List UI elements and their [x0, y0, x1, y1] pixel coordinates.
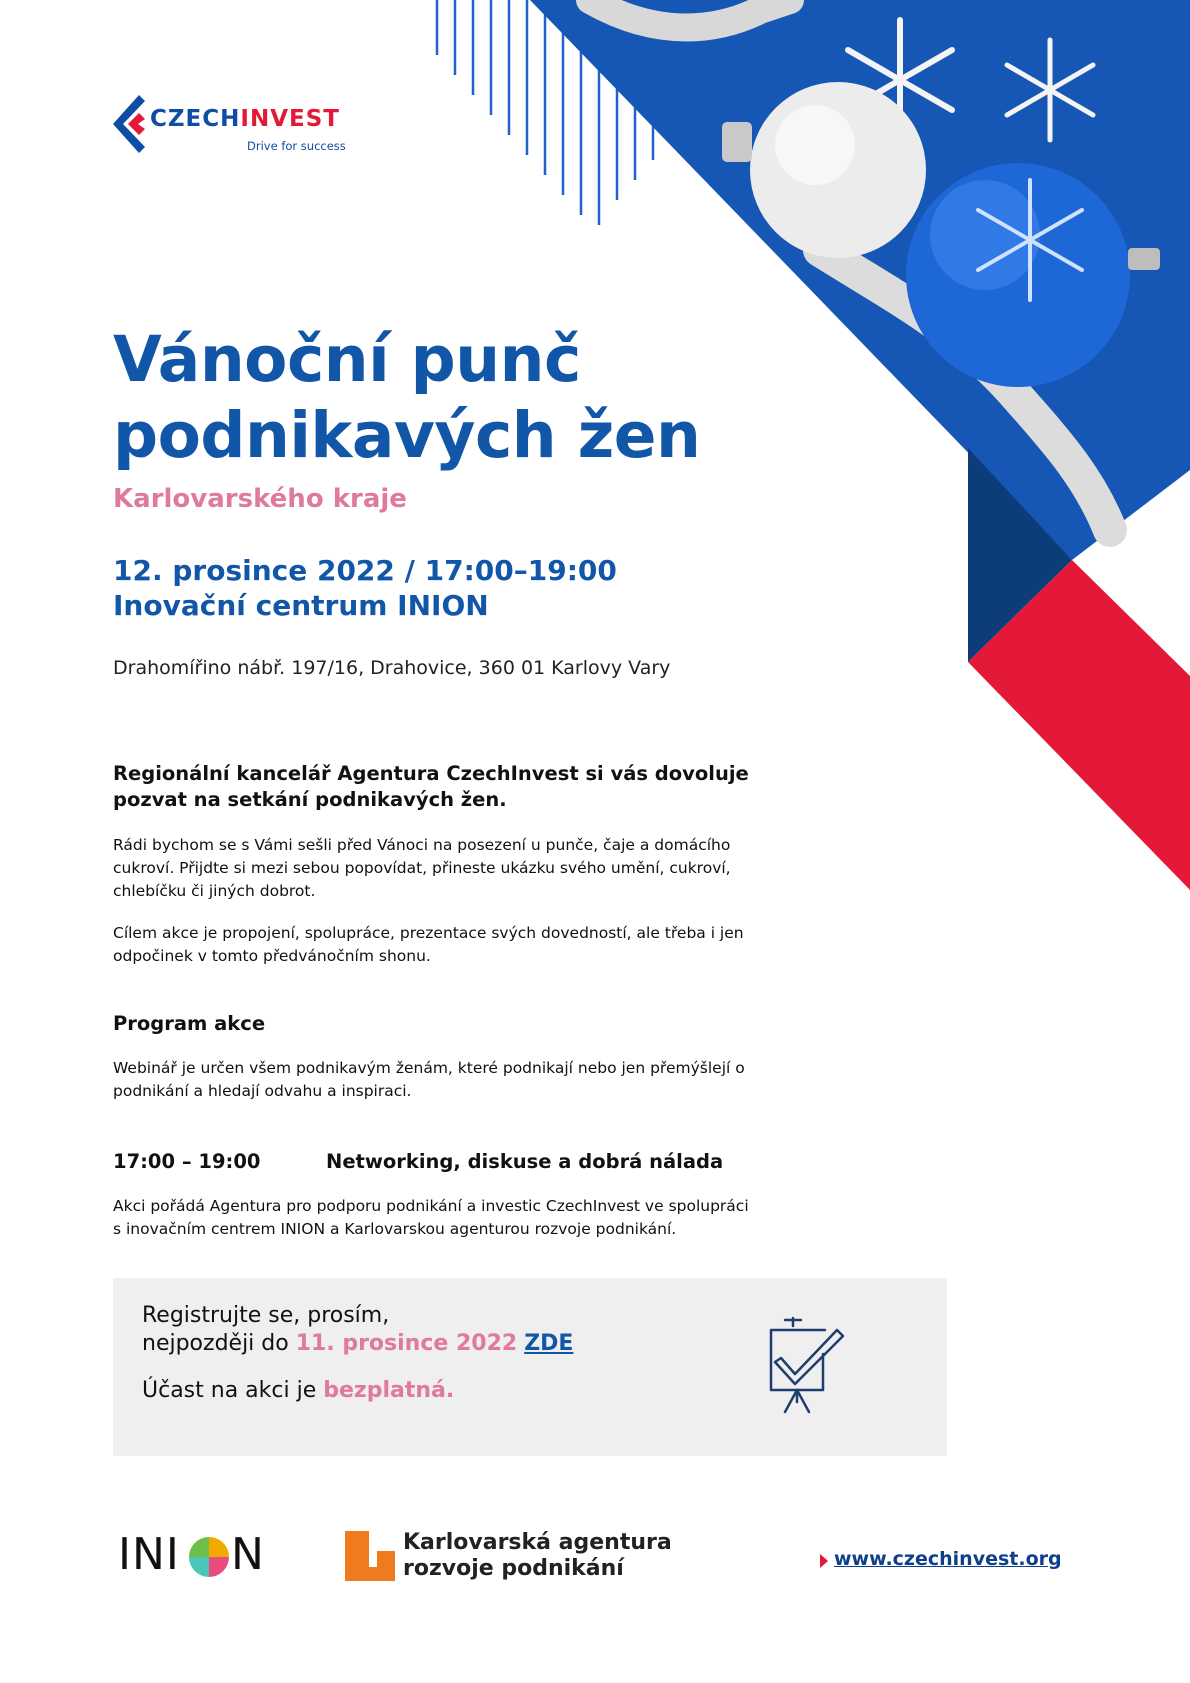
fee-suffix: . [445, 1378, 455, 1403]
lead-line: pozvat na setkání podnikavých žen. [113, 788, 507, 811]
lead-line: Regionální kancelář Agentura CzechInvest si vás dovoluje [113, 762, 749, 785]
organizer-paragraph [113, 1195, 749, 1241]
czechinvest-chevron-icon [113, 95, 145, 153]
ornament-cap [1128, 248, 1160, 270]
title-line-1: Vánoční punč [113, 323, 581, 396]
kar-logo-line: rozvoje podnikání [403, 1556, 624, 1581]
title-line-2: podnikavých žen [113, 399, 701, 472]
kar-logo-line: Karlovarská agentura [403, 1530, 672, 1555]
invitation-lead [113, 761, 749, 813]
event-venue: Inovační centrum INION [113, 589, 489, 622]
paragraph-line: podnikání a hledají odvahu a inspiraci. [113, 1082, 412, 1100]
paragraph-line: odpočinek v tomto předvánočním shonu. [113, 947, 431, 965]
schedule-item: Networking, diskuse a dobrá nálada [326, 1150, 724, 1173]
kar-logo-text [403, 1530, 672, 1582]
logo-word-invest: INVEST [240, 106, 340, 132]
presentation-board-check-icon [763, 1316, 853, 1416]
paragraph-line: Cílem akce je propojení, spolupráce, prezentace svých dovedností, ale třeba i jen [113, 924, 744, 942]
event-datetime-venue [113, 553, 617, 623]
kar-square-icon [345, 1531, 395, 1581]
logo-word-czech: CZECH [150, 106, 241, 132]
fee-line [142, 1377, 454, 1405]
logo-tagline: Drive for success [247, 139, 346, 153]
event-address: Drahomířino nábř. 197/16, Drahovice, 360 01 Karlovy Vary [113, 657, 671, 679]
logo-wordmark [150, 106, 340, 132]
paragraph-line: Rádi bychom se s Vámi sešli před Vánoci na posezení u punče, čaje a domácího [113, 836, 731, 854]
inion-logo-text-right: N [231, 1529, 264, 1580]
inion-circle-icon [189, 1537, 229, 1577]
register-link[interactable]: ZDE [524, 1331, 574, 1356]
paragraph-line: cukroví. Přijdte si mezi sebou popovídat, přineste ukázku svého umění, cukroví, [113, 859, 731, 877]
deadline-prefix: nejpozději do [142, 1331, 296, 1356]
inion-logo-text-left: INI [118, 1529, 180, 1580]
fee-prefix: Účast na akci je [142, 1378, 324, 1403]
karlovarska-agentura-logo [345, 1530, 672, 1582]
goal-paragraph [113, 922, 744, 968]
paragraph-line: Akci pořádá Agentura pro podporu podnikání a investic CzechInvest ve spolupráci [113, 1197, 749, 1215]
deadline-date: 11. prosince 2022 [295, 1331, 518, 1356]
ornament-cap [722, 122, 752, 162]
program-paragraph [113, 1057, 745, 1103]
website-link[interactable]: www.czechinvest.org [834, 1548, 1062, 1570]
event-title [113, 322, 700, 474]
paragraph-line: Webinář je určen všem podnikavým ženám, které podnikají nebo jen přemýšlejí o [113, 1059, 745, 1077]
event-datetime: 12. prosince 2022 / 17:00–19:00 [113, 554, 617, 587]
intro-paragraph [113, 834, 731, 903]
fee-value: bezplatná [323, 1378, 446, 1403]
program-heading: Program akce [113, 1012, 266, 1035]
registration-box [113, 1278, 947, 1456]
registration-text [142, 1302, 573, 1358]
inion-logo [118, 1530, 278, 1580]
paragraph-line: s inovačním centrem INION a Karlovarskou agenturou rozvoje podnikání. [113, 1220, 677, 1238]
registration-line: Registrujte se, prosím, [142, 1303, 390, 1328]
event-subtitle: Karlovarského kraje [113, 484, 407, 514]
schedule-time: 17:00 – 19:00 [113, 1150, 261, 1173]
czechinvest-logo [113, 95, 373, 155]
arrow-right-icon [820, 1554, 828, 1568]
ornament-highlight [775, 105, 855, 185]
paragraph-line: chlebíčku či jiných dobrot. [113, 882, 316, 900]
registration-deadline-line [142, 1330, 573, 1358]
website-link-group [820, 1548, 1062, 1570]
